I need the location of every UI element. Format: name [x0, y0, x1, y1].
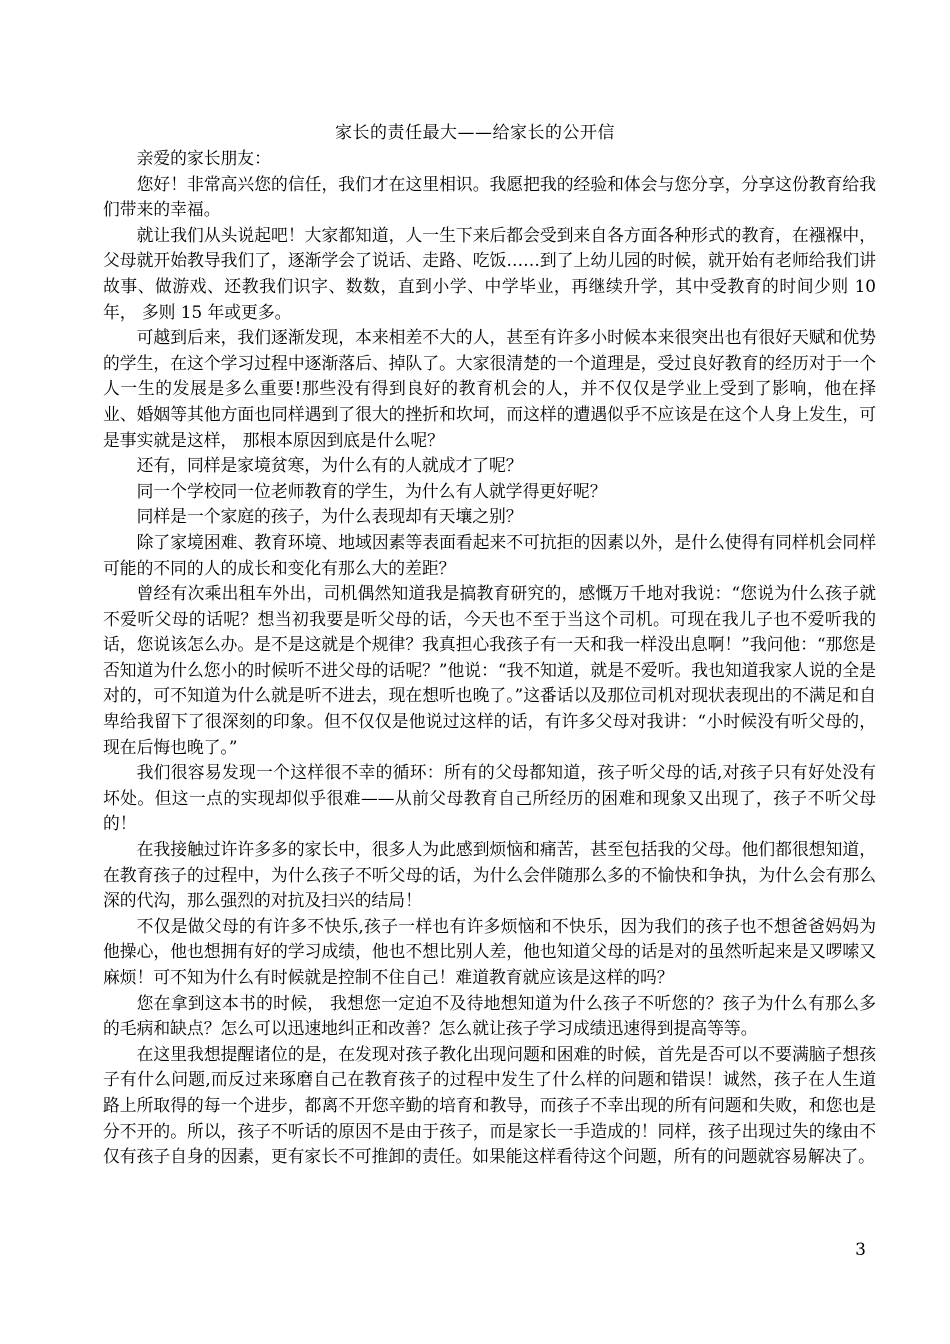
paragraph: 不仅是做父母的有许多不快乐,孩子一样也有许多烦恼和不快乐，因为我们的孩子也不想爸爸妈妈为他操心，他也想拥有好的学习成绩，他也不想比别人差，他也知道父母的话是对的虽然听起来是又啰嗦又麻烦！可不知为什么有时候就是控制不住自己！难道教育就应该是这样的吗？ — [103, 915, 876, 987]
paragraph: 同样是一个家庭的孩子，为什么表现却有天壤之别？ — [136, 506, 523, 527]
paragraph: 在这里我想提醒诸位的是，在发现对孩子教化出现问题和困难的时候，首先是否可以不要满脑子想孩子有什么问题,而反过来琢磨自己在教育孩子的过程中发生了什么样的问题和错误！诚然，孩子在人生道路上所取得的每一个进步，都离不开您辛勤的培育和教导，而孩子不幸出现的所有问题和失败，和您也是分不开的。所以，孩子不听话的原因不是由于孩子，而是家长一手造成的！同样，孩子出现过失的缘由不仅有孩子自身的因素，更有家长不可推卸的责任。如果能这样看待这个问题，所有的问题就容易解决了。 — [103, 1043, 876, 1167]
paragraph: 我们很容易发现一个这样很不幸的循环：所有的父母都知道，孩子听父母的话,对孩子只有好处没有坏处。但这一点的实现却似乎很难——从前父母教育自己所经历的困难和现象又出现了，孩子不听父母的！ — [103, 762, 876, 834]
paragraph: 您好！非常高兴您的信任，我们才在这里相识。我愿把我的经验和体会与您分享，分享这份教育给我们带来的幸福。 — [103, 173, 876, 220]
paragraph: 就让我们从头说起吧！大家都知道，人一生下来后都会受到来自各方面各种形式的教育，在襁褓中，父母就开始教导我们了，逐渐学会了说话、走路、吃饭……到了上幼儿园的时候，就开始有老师给我们讲故事、做游戏、还教我们识字、数数，直到小学、中学毕业，再继续升学，其中受教育的时间少则 10 年， 多则 15 年或更多。 — [103, 224, 876, 322]
paragraph: 除了家境困难、教育环境、地域因素等表面看起来不可抗拒的因素以外，是什么使得有同样机会同样可能的不同的人的成长和变化有那么大的差距？ — [103, 531, 876, 578]
document-title: 家长的责任最大——给家长的公开信 — [335, 123, 615, 143]
paragraph: 还有，同样是家境贫寒，为什么有的人就成才了呢？ — [136, 455, 523, 476]
paragraph: 可越到后来，我们逐渐发现，本来相差不大的人，甚至有许多小时候本来很突出也有很好天赋和优势的学生，在这个学习过程中逐渐落后、掉队了。大家很清楚的一个道理是，受过良好教育的经历对于一个人一生的发展是多么重要!那些没有得到良好的教育机会的人，并不仅仅是学业上受到了影响，他在择业、婚姻等其他方面也同样遇到了很大的挫折和坎坷，而这样的遭遇似乎不应该是在这个人身上发生，可是事实就是这样， 那根本原因到底是什么呢？ — [103, 327, 876, 450]
document-body — [103, 146, 876, 1170]
paragraph: 曾经有次乘出租车外出，司机偶然知道我是搞教育研究的，感慨万千地对我说：“您说为什么孩子就不爱听父母的话呢？想当初我要是听父母的话，今天也不至于当这个司机。可现在我儿子也不爱听我的话，您说该怎么办。是不是这就是个规律？我真担心我孩子有一天和我一样没出息啊！”我问他：“那您是否知道为什么您小的时候听不进父母的话呢？”他说：“我不知道，就是不爱听。我也知道我家人说的全是对的，可不知道为什么就是听不进去，现在想听也晚了。”这番话以及那位司机对现状表现出的不满足和自卑给我留下了很深刻的印象。但不仅仅是他说过这样的话，有许多父母对我讲：“小时候没有听父母的，现在后悔也晚了。” — [103, 583, 876, 757]
paragraph: 同一个学校同一位老师教育的学生，为什么有人就学得更好呢？ — [136, 480, 607, 501]
paragraph: 在我接触过许许多多的家长中，很多人为此感到烦恼和痛苦，甚至包括我的父母。他们都很想知道，在教育孩子的过程中，为什么孩子不听父母的话，为什么会伴随那么多的不愉快和争执，为什么会有那么深的代沟，那么强烈的对抗及扫兴的结局！ — [103, 839, 876, 911]
paragraph-salutation: 亲爱的家长朋友： — [136, 148, 271, 168]
paragraph: 您在拿到这本书的时候， 我想您一定迫不及待地想知道为什么孩子不听您的？孩子为什么有那么多的毛病和缺点？怎么可以迅速地纠正和改善？怎么就让孩子学习成绩迅速得到提高等等。 — [103, 992, 876, 1039]
page-number: 3 — [855, 1240, 866, 1260]
